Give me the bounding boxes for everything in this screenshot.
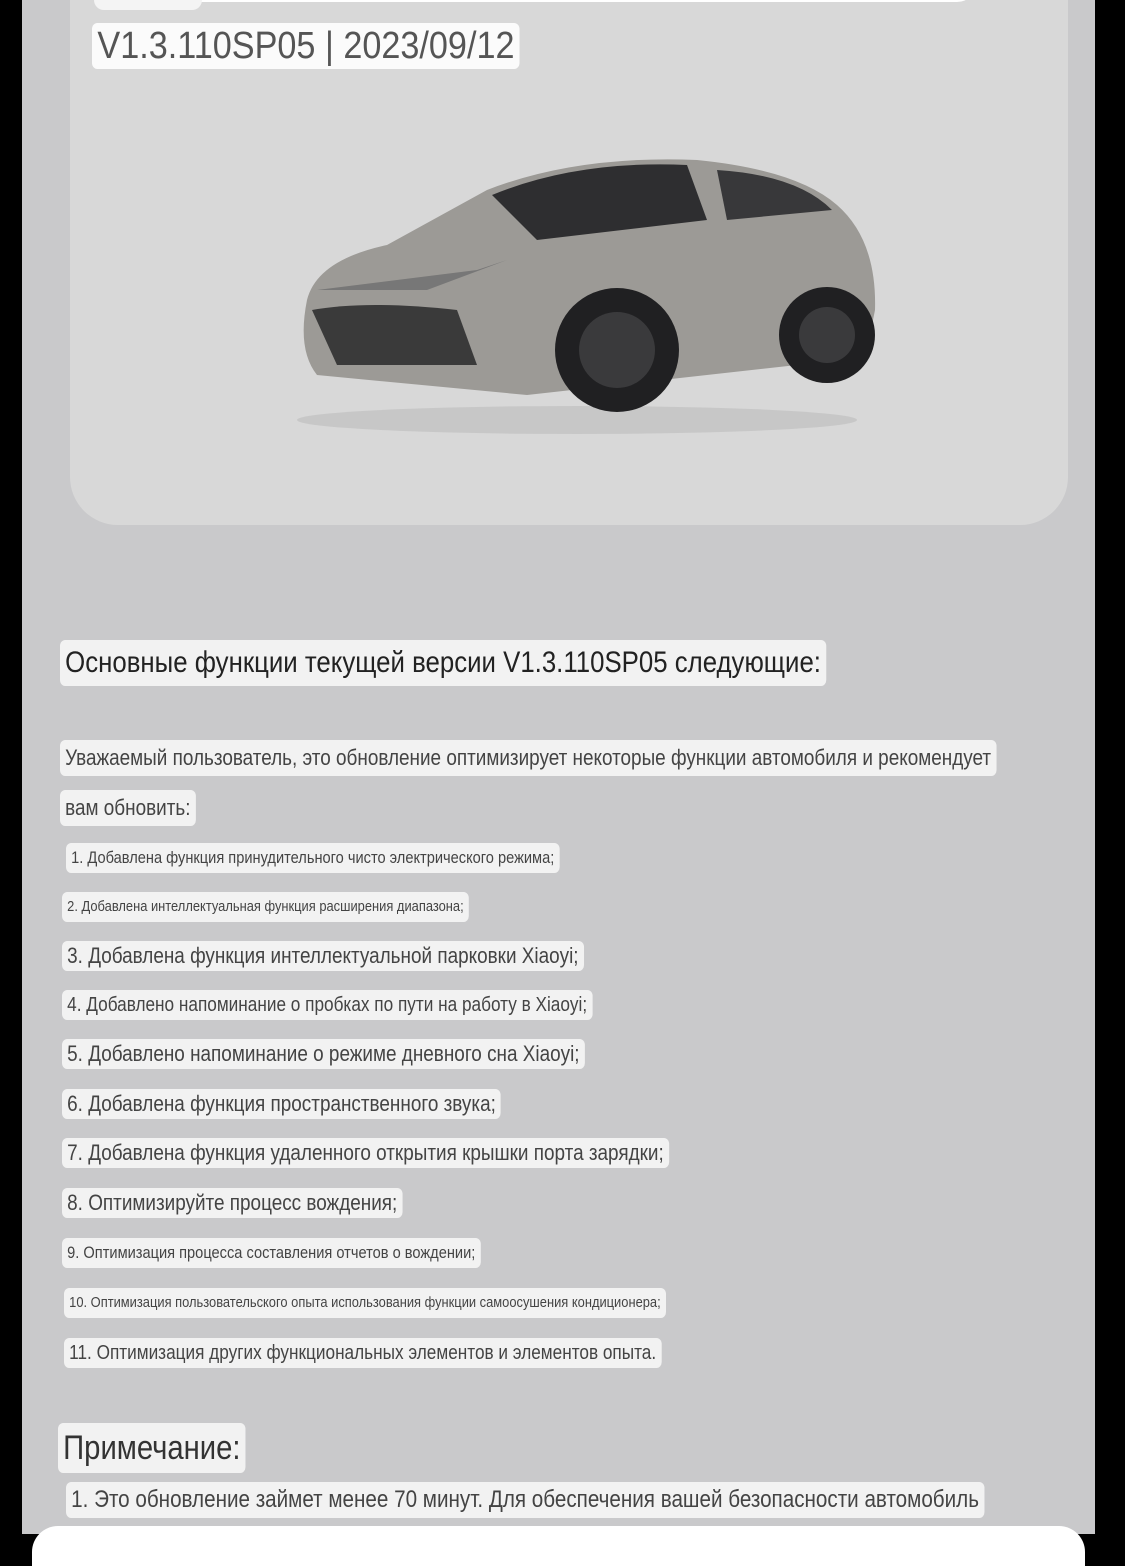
bottom-sheet[interactable] bbox=[32, 1526, 1085, 1566]
feature-item: 8. Оптимизируйте процесс вождения; bbox=[62, 1188, 402, 1218]
note-line: 1. Это обновление займет менее 70 минут. Для обеспечения вашей безопасности автомобиль bbox=[66, 1482, 984, 1518]
note-heading: Примечание: bbox=[58, 1423, 246, 1473]
screen bbox=[22, 0, 1095, 1534]
version-label: V1.3.110SP05 | 2023/09/12 bbox=[92, 23, 520, 69]
feature-item: 4. Добавлено напоминание о пробках по пути на работу в Xiaoyi; bbox=[62, 990, 592, 1020]
feature-item: 10. Оптимизация пользовательского опыта использования функции самоосушения кондиционера; bbox=[64, 1288, 666, 1318]
top-bar bbox=[97, 0, 977, 2]
top-chip bbox=[94, 0, 202, 10]
feature-item: 5. Добавлено напоминание о режиме дневного сна Xiaoyi; bbox=[62, 1039, 585, 1069]
feature-item: 2. Добавлена интеллектуальная функция расширения диапазона; bbox=[62, 892, 469, 922]
feature-item: 6. Добавлена функция пространственного звука; bbox=[62, 1089, 501, 1119]
feature-item: 11. Оптимизация других функциональных элементов и элементов опыта. bbox=[64, 1338, 661, 1368]
intro-text-line1: Уважаемый пользователь, это обновление оптимизирует некоторые функции автомобиля и рекомендует bbox=[60, 740, 996, 776]
car-image bbox=[277, 150, 887, 440]
feature-item: 3. Добавлена функция интеллектуальной парковки Xiaoyi; bbox=[62, 941, 584, 971]
feature-item: 9. Оптимизация процесса составления отчетов о вождении; bbox=[62, 1238, 480, 1268]
feature-item: 7. Добавлена функция удаленного открытия крышки порта зарядки; bbox=[62, 1138, 669, 1168]
features-heading: Основные функции текущей версии V1.3.110SP05 следующие: bbox=[60, 640, 826, 686]
intro-text-line2: вам обновить: bbox=[60, 790, 196, 826]
feature-item: 1. Добавлена функция принудительного чисто электрического режима; bbox=[66, 843, 559, 873]
